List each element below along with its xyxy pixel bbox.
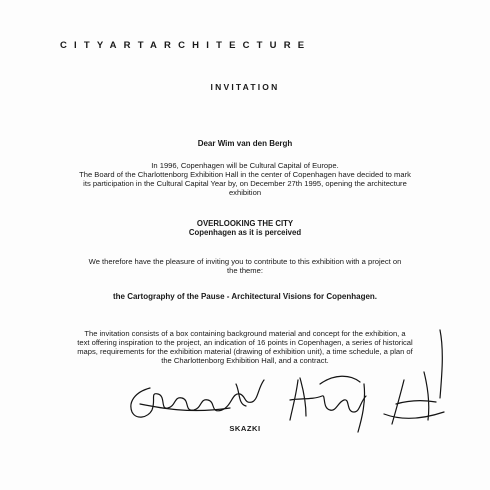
signatories-name: SKAZKI	[229, 424, 261, 433]
salutation: Dear Wim van den Bergh	[197, 139, 293, 148]
exhibition-title-line: OVERLOOKING THE CITY	[196, 219, 294, 228]
signature-middle	[290, 378, 366, 420]
intro-line: its participation in the Cultural Capital Year by, on December 27th 1995, opening the architecture	[83, 179, 407, 188]
details-line: the Charlottenborg Exhibition Hall, and a contract.	[161, 356, 329, 365]
document-title: INVITATION	[210, 82, 280, 92]
intro-line: exhibition	[228, 188, 262, 197]
theme-title: the Cartography of the Pause - Architectural Visions for Copenhagen.	[112, 292, 378, 301]
details-line: text offering inspiration to the project, an indication of 16 points in Copenhagen, a series of historical	[77, 338, 413, 347]
details-line: The invitation consists of a box containing background material and concept for the exhibition, a	[84, 329, 406, 338]
invitation-line: the theme:	[227, 266, 263, 275]
intro-line: The Board of the Charlottenborg Exhibition Hall in the center of Copenhagen have decided to mark	[79, 170, 411, 179]
details-line: maps, requirements for the exhibition material (drawing of exhibition unit), a time schedule, a plan of	[77, 347, 413, 356]
letterhead: CITYARTARCHITECTURE	[60, 40, 312, 51]
signature-left	[131, 380, 264, 417]
intro-line: In 1996, Copenhagen will be Cultural Capital of Europe.	[151, 161, 339, 170]
invitation-line: We therefore have the pleasure of inviting you to contribute to this exhibition with a project on	[88, 257, 402, 266]
exhibition-subtitle-line: Copenhagen as it is perceived	[188, 228, 302, 237]
